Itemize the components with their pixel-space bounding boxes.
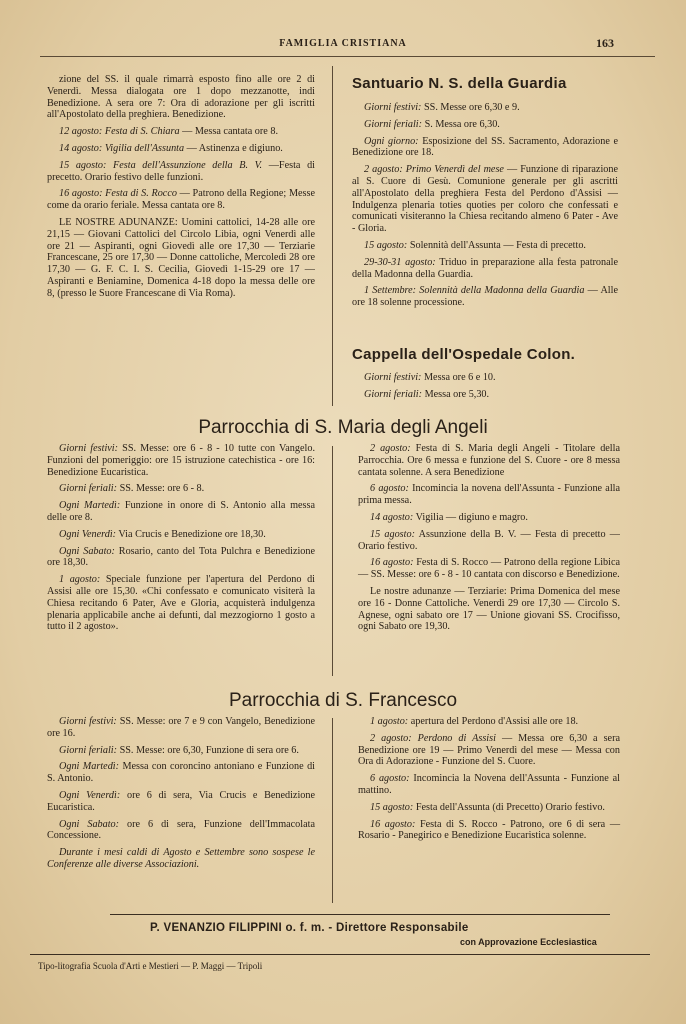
paragraph-lead: Ogni giorno: bbox=[364, 135, 419, 147]
top-left-column bbox=[47, 74, 315, 305]
paragraph-text: Festa dell'Assunta (di Precetto) Orario festivo. bbox=[413, 801, 605, 813]
paragraph bbox=[352, 240, 618, 252]
paragraph-text: Rosario, canto del Tota Pulchra e Benedizione ore 18,30. bbox=[47, 545, 316, 569]
paragraph bbox=[47, 126, 315, 138]
paragraph-text: Triduo in preparazione alla festa patronale della Madonna della Guardia. bbox=[352, 256, 618, 280]
angeli-left-column bbox=[47, 443, 315, 638]
paragraph-text: Funzione in onore di S. Antonio alla messa delle ore 8. bbox=[47, 500, 315, 523]
paragraph-text: Festa di S. Rocco - Patrono, ore 6 di sera — Rosario - Panegirico e Benedizione Eucaristica solenne. bbox=[358, 818, 621, 842]
paragraph bbox=[47, 443, 315, 478]
paragraph bbox=[358, 586, 620, 633]
cappella-heading: Cappella dell'Ospedale Colon. bbox=[352, 346, 576, 363]
paragraph-lead: 14 agosto: Vigilia dell'Assunta bbox=[59, 142, 185, 154]
angeli-right-column bbox=[358, 443, 620, 638]
paragraph bbox=[352, 164, 618, 235]
paragraph-lead: 2 agosto: Primo Venerdì del mese bbox=[364, 164, 504, 176]
paragraph-text: SS. Messe: ore 6,30, Funzione di sera ore 6. bbox=[117, 744, 299, 756]
paragraph-lead: Giorni festivi: bbox=[59, 443, 119, 454]
paragraph bbox=[358, 802, 620, 814]
paragraph bbox=[352, 102, 618, 114]
paragraph bbox=[352, 285, 618, 309]
paragraph-lead: 14 agosto: bbox=[370, 511, 414, 523]
paragraph-lead: Ogni Venerdì: bbox=[59, 528, 117, 540]
paragraph-text: SS. Messe: ore 7 e 9 con Vangelo, Benedizione ore 16. bbox=[47, 716, 315, 739]
paragraph-text: Via Crucis e Benedizione ore 18,30. bbox=[116, 528, 266, 540]
paragraph-text: Incomincia la Novena dell'Assunta - Funzione al mattino. bbox=[358, 773, 620, 796]
paragraph bbox=[47, 483, 315, 495]
paragraph bbox=[47, 847, 315, 871]
paragraph bbox=[47, 74, 315, 121]
paragraph bbox=[358, 483, 620, 507]
paragraph bbox=[358, 512, 620, 524]
paragraph bbox=[47, 790, 315, 814]
paragraph-lead: Giorni feriali: bbox=[59, 744, 118, 756]
francesco-right-column bbox=[358, 716, 620, 847]
paragraph-lead: Ogni Venerdì: bbox=[59, 789, 121, 801]
paragraph bbox=[352, 119, 618, 131]
paragraph-lead: 15 agosto: bbox=[370, 801, 414, 813]
paragraph-text: Messa ore 6 e 10. bbox=[421, 372, 496, 383]
approval-line: con Approvazione Ecclesiastica bbox=[460, 937, 597, 947]
paragraph-lead: Giorni festivi: bbox=[364, 372, 422, 383]
paragraph-lead: 15 agosto: bbox=[370, 528, 415, 540]
paragraph-text: ore 6 di sera, Funzione dell'Immacolata Concessione. bbox=[47, 818, 315, 842]
paragraph-lead: 29-30-31 agosto: bbox=[364, 256, 436, 268]
paragraph-text: — Messa cantata ore 8. bbox=[179, 126, 279, 138]
paragraph bbox=[47, 574, 315, 633]
paragraph bbox=[358, 819, 620, 843]
paragraph-text: Festa di S. Maria degli Angeli - Titolare della Parrocchia. Ore 6 messa e funzione del S. Cuore - ore 8 messa cantata solenne. A sera Benedizione bbox=[358, 443, 620, 478]
paragraph-text: Speciale funzione per l'apertura del Perdono di Assisi alle ore 15,30. «Chi confessato e comunicato visiterà la Chiesa recitando 6 Pater, Ave e Gloria, acquisterà indulgenza plenaria applicabile anche ai defunti, dal mezzogiorno 1 gosto a tutto il 2 agosto». bbox=[47, 574, 316, 633]
paragraph-lead: Ogni Sabato: bbox=[59, 545, 115, 557]
paragraph-text: — Astinenza e digiuno. bbox=[184, 142, 283, 154]
paragraph bbox=[358, 733, 620, 768]
paragraph-text: Solennità dell'Assunta — Festa di precetto. bbox=[407, 239, 586, 251]
paragraph-lead: Ogni Martedì: bbox=[59, 761, 120, 773]
paragraph-lead: Durante i mesi caldi di Agosto e Settembre sono sospese le Conferenze alle diverse Associazioni. bbox=[47, 847, 315, 870]
paragraph-lead: 16 agosto: bbox=[370, 818, 416, 830]
paragraph bbox=[47, 217, 315, 300]
paragraph bbox=[47, 716, 315, 740]
paragraph bbox=[352, 257, 618, 281]
paragraph-text: —Festa di precetto. Orario festivo delle funzioni. bbox=[47, 159, 315, 183]
column-divider-francesco bbox=[332, 718, 333, 903]
santuario-column bbox=[352, 102, 618, 314]
paragraph-lead: Ogni Sabato: bbox=[59, 818, 120, 830]
paragraph-lead: 15 agosto: Festa dell'Assunzione della B. V. bbox=[59, 159, 263, 171]
paragraph bbox=[47, 188, 315, 212]
paragraph bbox=[358, 773, 620, 797]
santuario-heading: Santuario N. S. della Guardia bbox=[352, 75, 567, 92]
director-line: P. VENANZIO FILIPPINI o. f. m. - Direttore Responsabile bbox=[150, 922, 469, 934]
paragraph-lead: 2 agosto: Perdono di Assisi bbox=[370, 732, 496, 744]
paragraph bbox=[47, 143, 315, 155]
paragraph-lead: Ogni Martedì: bbox=[59, 500, 121, 512]
paragraph bbox=[47, 546, 315, 570]
paragraph-lead: Giorni feriali: bbox=[364, 118, 423, 130]
angeli-heading: Parrocchia di S. Maria degli Angeli bbox=[198, 417, 488, 438]
paragraph-text: zione del SS. il quale rimarrà esposto fino alle ore 2 di Venerdì. Messa dialogata ore 1 dopo mezzanotte, indi Benedizione. A sera ore 7: Ora di adorazione per gli iscritti all'Apostolato della preghiera. Benedizione. bbox=[47, 74, 315, 121]
footer-rule-top bbox=[110, 914, 610, 915]
paragraph bbox=[47, 160, 315, 184]
paragraph-lead: 1 agosto: bbox=[370, 716, 409, 727]
paragraph bbox=[47, 761, 315, 785]
paragraph-text: Le nostre adunanze — Terziarie: Prima Domenica del mese ore 16 - Donne Cattoliche. Venerdì 29 ore 17,30 — Circolo S. Agnese, ogni sabato ore 17 — Unione giovani SS. Crocifisso, ogni Sabato ore 19,30. bbox=[358, 585, 620, 633]
paragraph-lead: Giorni festivi: bbox=[59, 716, 117, 727]
paragraph-lead: 1 Settembre: Solennità della Madonna della Guardia bbox=[364, 285, 585, 297]
paragraph-text: S. Messa ore 6,30. bbox=[422, 118, 500, 130]
paragraph-text: Messa con coroncino antoniano e Funzione di S. Antonio. bbox=[47, 761, 315, 785]
paragraph-lead: Giorni festivi: bbox=[364, 102, 422, 113]
cappella-column bbox=[352, 372, 618, 406]
paragraph-text: SS. Messe ore 6,30 e 9. bbox=[421, 102, 520, 113]
paragraph-text: — Funzione di riparazione al S. Cuore di Gesù. Comunione generale per gli ascritti all'Apostolato della preghiera Festa del Perdono d'Assisi — Indulgenza plenaria toties quoties per coloro che confessati e comunicati visiteranno la Chiesa recitando almeno 6 Pater - Ave - Gloria. bbox=[352, 164, 618, 235]
paragraph-text: — Messa ore 6,30 a sera Benedizione ore 19 — Primo Venerdì del mese — Messa con Ora di Adorazione - Funzione del S. Cuore. bbox=[358, 732, 620, 768]
paragraph-text: Vigilia — digiuno e magro. bbox=[413, 511, 528, 523]
paragraph-text: ore 6 di sera, Via Crucis e Benedizione Eucaristica. bbox=[47, 789, 315, 813]
paragraph-text: LE NOSTRE ADUNANZE: Uomini cattolici, 14-28 alle ore 21,15 — Giovani Cattolici del Circolo Libia, ogni Venerdì alle ore 21 — Aspiranti, ogni Giovedì alle ore 17,30 — Terziarie Francescane, 25 ore 17,30 — Donne cattoliche, Mercoledì 28 ore 17,30 — G. F. C. I. S. Cecilia, Giovedì 1-15-29 ore 17 — Aspiranti e Beniamine, Domenica 4-18 dopo la messa delle ore 8, (presso le Suore Francescane di Via Roma). bbox=[47, 216, 315, 299]
paragraph-text: Assunzione della B. V. — Festa di precetto — Orario festivo. bbox=[358, 528, 620, 552]
column-divider-top bbox=[332, 66, 333, 406]
paragraph bbox=[352, 372, 618, 384]
paragraph bbox=[358, 529, 620, 553]
paragraph bbox=[352, 136, 618, 160]
paragraph-lead: 15 agosto: bbox=[364, 239, 408, 251]
paragraph-lead: 2 agosto: bbox=[370, 443, 411, 454]
paragraph-text: Messa ore 5,30. bbox=[422, 388, 490, 400]
paragraph-lead: 12 agosto: Festa di S. Chiara bbox=[59, 126, 180, 138]
paragraph bbox=[358, 557, 620, 581]
paragraph bbox=[358, 716, 620, 728]
paragraph bbox=[47, 500, 315, 524]
footer-rule-bottom bbox=[30, 954, 650, 955]
paragraph-text: Festa di S. Rocco — Patrono della regione Libica — SS. Messe: ore 6 - 8 - 10 cantata con discorso e Benedizione. bbox=[358, 557, 620, 581]
paragraph-lead: 1 agosto: bbox=[59, 574, 101, 586]
paragraph-text: SS. Messe: ore 6 - 8. bbox=[117, 483, 205, 495]
paragraph-lead: 16 agosto: bbox=[370, 557, 414, 569]
page-number: 163 bbox=[596, 36, 614, 50]
paragraph-lead: Giorni feriali: bbox=[59, 483, 118, 495]
running-header: FAMIGLIA CRISTIANA bbox=[279, 38, 407, 49]
paragraph-text: — Patrono della Regione; Messe come da orario feriale. Messa cantata ore 8. bbox=[47, 188, 315, 212]
paragraph-text: — Alle ore 18 solenne processione. bbox=[352, 285, 618, 309]
paragraph bbox=[352, 389, 618, 401]
column-divider-angeli bbox=[332, 446, 333, 676]
paragraph-text: Incomincia la novena dell'Assunta - Funzione alla prima messa. bbox=[358, 483, 621, 507]
francesco-left-column bbox=[47, 716, 315, 876]
paragraph bbox=[47, 819, 315, 843]
header-rule bbox=[40, 56, 655, 57]
paragraph-lead: 6 agosto: bbox=[370, 483, 409, 495]
paragraph-text: SS. Messe: ore 6 - 8 - 10 tutte con Vangelo. Funzioni del pomeriggio: ore 15 istruzione catechistica - ore 16: Benedizione Eucaristica. bbox=[47, 443, 315, 478]
paragraph-text: Esposizione del SS. Sacramento, Adorazione e Benedizione ore 18. bbox=[352, 135, 619, 159]
paragraph bbox=[358, 443, 620, 478]
paragraph-lead: 16 agosto: Festa di S. Rocco bbox=[59, 188, 177, 200]
paragraph-text: apertura del Perdono d'Assisi alle ore 18. bbox=[408, 716, 579, 727]
paragraph-lead: Giorni feriali: bbox=[364, 388, 423, 400]
printer-line: Tipo-litografia Scuola d'Arti e Mestieri — P. Maggi — Tripoli bbox=[38, 961, 263, 971]
paragraph-lead: 6 agosto: bbox=[370, 773, 410, 785]
paragraph bbox=[47, 745, 315, 757]
paragraph bbox=[47, 529, 315, 541]
francesco-heading: Parrocchia di S. Francesco bbox=[228, 690, 458, 711]
